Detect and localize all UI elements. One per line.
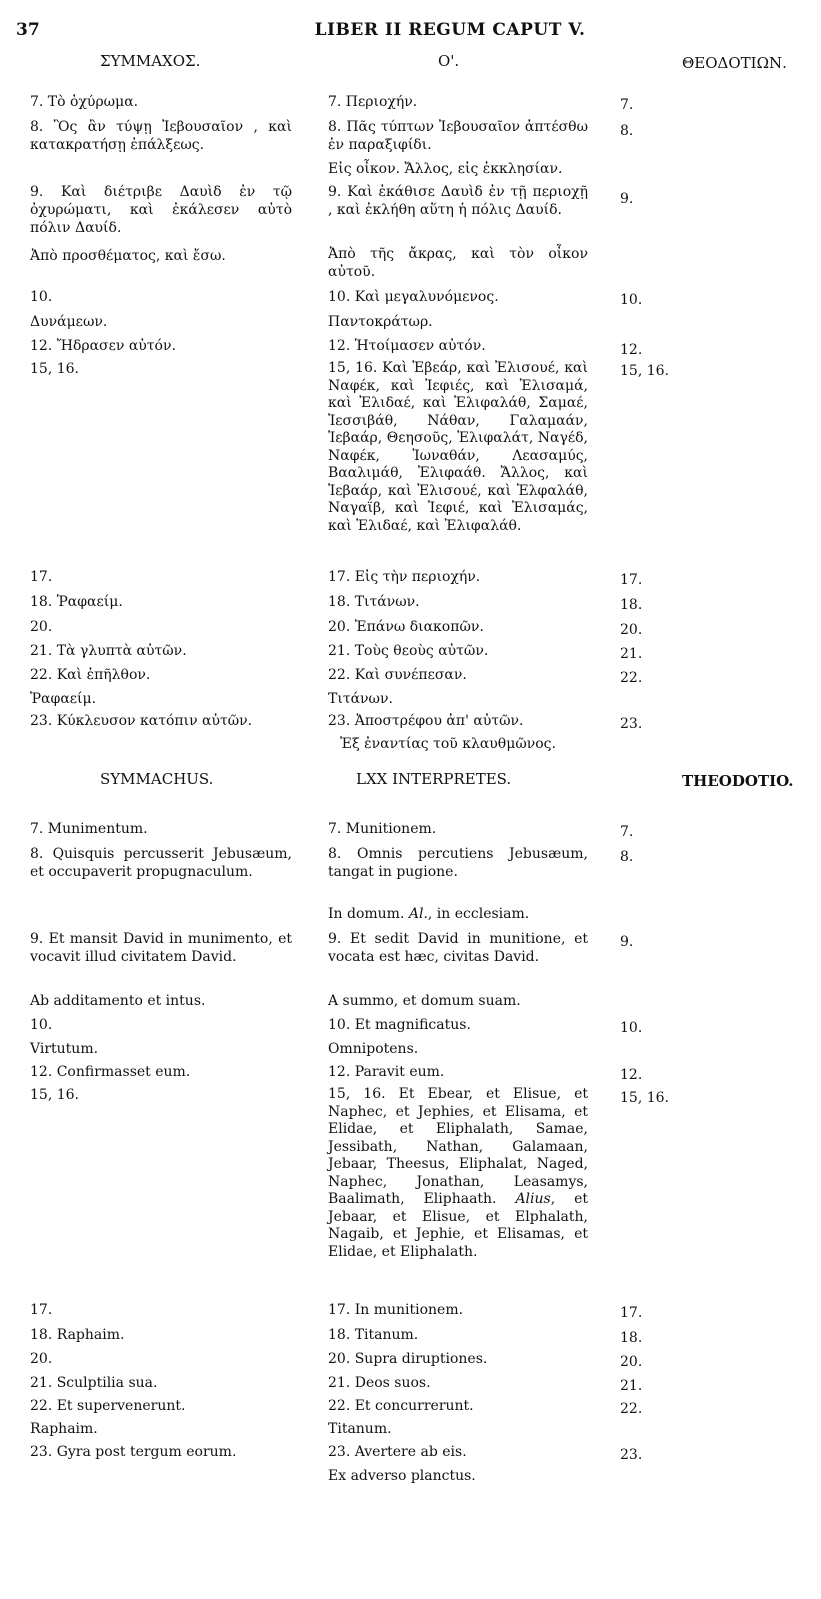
- greek-lxx-entry: 22. Καὶ συνέπεσαν.: [328, 667, 467, 683]
- greek-theo-entry: 18.: [620, 597, 643, 613]
- latin-sym-entry: 20.: [30, 1351, 53, 1367]
- greek-sym-entry: Ῥαφαείμ.: [30, 691, 97, 707]
- greek-lxx-entry: Εἰς οἶκον. Ἄλλος, εἰς ἐκκλησίαν.: [328, 161, 563, 177]
- greek-lxx-entry: 12. Ἡτοίμασεν αὐτόν.: [328, 338, 486, 354]
- greek-lxx-entry: 15, 16. Καὶ Ἐβεάρ, καὶ Ἐλισουέ, καὶ Ναφέκ, καὶ Ἰεφιές, καὶ Ἐλισαμά, καὶ Ἐλιδαέ, καὶ Ἐλιφαλάθ, Σαμαέ, Ἰεσσιβάθ, Νάθαν, Γαλαμαάν, Ἰεβαάρ, Θεησοῦς, Ἐλιφαλάτ, Ναγέδ, Ναφέκ, Ἰωναθάν, Λεασαμύς, Βααλιμάθ, Ἐλιφαάθ. Ἄλλος, καὶ Ἰεβαάρ, καὶ Ἐλισουέ, καὶ Ἐλφαλάθ, Ναγαΐβ, καὶ Ἰεφιέ, καὶ Ἐλισαμάς, καὶ Ἐλιδαέ, καὶ Ἐλιφαλάθ.: [328, 360, 588, 534]
- latin-sym-entry: 9. Et mansit David in munimento, et vocavit illud civitatem David.: [30, 931, 292, 965]
- greek-sym-entry: 9. Καὶ διέτριβε Δαυὶδ ἐν τῷ ὀχυρώματι, καὶ ἐκάλεσεν αὐτὸ πόλιν Δαυίδ.: [30, 184, 292, 236]
- latin-theo-entry: 23.: [620, 1447, 643, 1463]
- latin-theo-entry: 22.: [620, 1401, 643, 1417]
- greek-sym-entry: 23. Κύκλευσον κατόπιν αὐτῶν.: [30, 713, 253, 729]
- latin-sym-entry: 17.: [30, 1302, 53, 1318]
- latin-sym-entry: 18. Raphaim.: [30, 1327, 125, 1343]
- greek-theo-entry: 10.: [620, 292, 643, 308]
- greek-theo-entry: 15, 16.: [620, 363, 669, 379]
- greek-lxx-entry: 9. Καὶ ἐκάθισε Δαυὶδ ἐν τῇ περιοχῇ , καὶ ἐκλήθη αὕτη ἡ πόλις Δαυίδ.: [328, 184, 588, 218]
- greek-theo-entry: 8.: [620, 123, 634, 139]
- latin-lxx-entry: 10. Et magnificatus.: [328, 1017, 471, 1033]
- latin-sym-entry: 7. Munimentum.: [30, 821, 148, 837]
- greek-sym-entry: 17.: [30, 569, 53, 585]
- greek-lxx-entry: 18. Τιτάνων.: [328, 594, 420, 610]
- latin-theo-entry: 8.: [620, 849, 634, 865]
- latin-symmachus-header: SYMMACHUS.: [100, 770, 214, 788]
- greek-lxx-entry: Ἐξ ἐναντίας τοῦ κλαυθμῶνος.: [340, 736, 556, 752]
- latin-lxx-entry: 22. Et concurrerunt.: [328, 1398, 474, 1414]
- latin-theo-entry: 15, 16.: [620, 1090, 669, 1106]
- greek-sym-entry: 10.: [30, 289, 53, 305]
- latin-theo-entry: 17.: [620, 1305, 643, 1321]
- greek-theo-entry: 12.: [620, 342, 643, 358]
- latin-sym-entry: 22. Et supervenerunt.: [30, 1398, 186, 1414]
- latin-lxx-entry: Titanum.: [328, 1421, 392, 1437]
- latin-theo-entry: 20.: [620, 1354, 643, 1370]
- running-head: LIBER II REGUM CAPUT V.: [314, 20, 586, 40]
- latin-lxx-entry: In domum. Al., in ecclesiam.: [328, 906, 530, 922]
- latin-theo-entry: 9.: [620, 934, 634, 950]
- greek-sym-entry: 18. Ῥαφαείμ.: [30, 594, 123, 610]
- greek-sym-entry: 20.: [30, 619, 53, 635]
- latin-sym-entry: 21. Sculptilia sua.: [30, 1375, 158, 1391]
- latin-lxx-entry: 12. Paravit eum.: [328, 1064, 445, 1080]
- latin-lxx-entry: 20. Supra diruptiones.: [328, 1351, 488, 1367]
- greek-theo-entry: 23.: [620, 716, 643, 732]
- greek-lxx-entry: 17. Εἰς τὴν περιοχήν.: [328, 569, 481, 585]
- latin-lxx-entry: Omnipotens.: [328, 1041, 419, 1057]
- greek-lxx-entry: Τιτάνων.: [328, 691, 393, 707]
- latin-theo-entry: 10.: [620, 1020, 643, 1036]
- greek-theo-entry: 20.: [620, 622, 643, 638]
- greek-sym-entry: 12. Ἤδρασεν αὐτόν.: [30, 338, 176, 354]
- greek-lxx-entry: 7. Περιοχήν.: [328, 94, 418, 110]
- latin-theo-entry: 21.: [620, 1378, 643, 1394]
- greek-lxx-entry: 23. Ἀποστρέφου ἀπ' αὐτῶν.: [328, 713, 524, 729]
- greek-lxx-entry: 21. Τοὺς θεοὺς αὐτῶν.: [328, 643, 489, 659]
- latin-lxx-entry: 9. Et sedit David in munitione, et vocata est hæc, civitas David.: [328, 931, 588, 965]
- greek-sym-entry: Ἀπὸ προσθέματος, καὶ ἔσω.: [30, 248, 226, 264]
- greek-theo-entry: 21.: [620, 646, 643, 662]
- greek-lxx-header: Ο'.: [438, 52, 460, 70]
- latin-sym-entry: Ab additamento et intus.: [30, 993, 206, 1009]
- greek-theo-entry: 9.: [620, 191, 634, 207]
- latin-theo-entry: 12.: [620, 1067, 643, 1083]
- greek-theo-entry: 22.: [620, 670, 643, 686]
- greek-lxx-entry: 10. Καὶ μεγαλυνόμενος.: [328, 289, 499, 305]
- greek-lxx-entry: 20. Ἐπάνω διακοπῶν.: [328, 619, 484, 635]
- latin-lxx-entry: 18. Titanum.: [328, 1327, 419, 1343]
- greek-lxx-entry: Ἀπὸ τῆς ἄκρας, καὶ τὸν οἶκον αὐτοῦ.: [328, 246, 588, 280]
- greek-sym-entry: Δυνάμεων.: [30, 314, 108, 330]
- greek-lxx-entry: Παντοκράτωρ.: [328, 314, 433, 330]
- greek-theodotion-header: ΘΕΟΔΟΤΙΩΝ.: [682, 54, 787, 72]
- greek-sym-entry: 7. Τὸ ὀχύρωμα.: [30, 94, 139, 110]
- latin-theodotion-header: THEODOTIO.: [682, 772, 794, 790]
- latin-lxx-entry: Ex adverso planctus.: [328, 1468, 476, 1484]
- greek-sym-entry: 21. Τὰ γλυπτὰ αὐτῶν.: [30, 643, 187, 659]
- greek-sym-entry: 22. Καὶ ἐπῆλθον.: [30, 667, 151, 683]
- latin-sym-entry: 15, 16.: [30, 1087, 79, 1103]
- greek-lxx-entry: 8. Πᾶς τύπτων Ἰεβουσαῖον ἀπτέσθω ἐν παραξιφίδι.: [328, 119, 588, 153]
- latin-lxx-entry: 8. Omnis percutiens Jebusæum, tangat in pugione.: [328, 846, 588, 880]
- greek-sym-entry: 15, 16.: [30, 361, 79, 377]
- latin-lxx-entry: 15, 16. Et Ebear, et Elisue, et Naphec, et Jephies, et Elisama, et Elidae, et Eliphalath, Samae, Jessibath, Nathan, Galamaan, Jebaar, Theesus, Eliphalat, Naged, Naphec, Jonathan, Leasamys, Baalimath, Eliphaath. Alius, et Jebaar, et Elisue, et Elphalath, Nagaib, et Jephie, et Elisamas, et Elidae, et Eliphalath.: [328, 1086, 588, 1260]
- greek-theo-entry: 7.: [620, 97, 634, 113]
- latin-lxx-entry: A summo, et domum suam.: [328, 993, 521, 1009]
- latin-lxx-entry: 7. Munitionem.: [328, 821, 437, 837]
- latin-sym-entry: Raphaim.: [30, 1421, 98, 1437]
- latin-lxx-entry: 21. Deos suos.: [328, 1375, 431, 1391]
- latin-sym-entry: Virtutum.: [30, 1041, 99, 1057]
- latin-sym-entry: 8. Quisquis percusserit Jebusæum, et occupaverit propugnaculum.: [30, 846, 292, 880]
- latin-lxx-entry: 23. Avertere ab eis.: [328, 1444, 467, 1460]
- page-number: 37: [16, 20, 40, 40]
- greek-symmachus-header: ΣΥΜΜΑΧΟΣ.: [100, 52, 201, 70]
- latin-sym-entry: 10.: [30, 1017, 53, 1033]
- greek-sym-entry: 8. Ὃς ἂν τύψῃ Ἰεβουσαῖον , καὶ κατακρατήσῃ ἐπάλξεως.: [30, 119, 292, 153]
- latin-sym-entry: 12. Confirmasset eum.: [30, 1064, 191, 1080]
- greek-theo-entry: 17.: [620, 572, 643, 588]
- latin-lxx-entry: 17. In munitionem.: [328, 1302, 464, 1318]
- latin-theo-entry: 7.: [620, 824, 634, 840]
- latin-sym-entry: 23. Gyra post tergum eorum.: [30, 1444, 237, 1460]
- latin-theo-entry: 18.: [620, 1330, 643, 1346]
- latin-lxx-header: LXX INTERPRETES.: [356, 770, 512, 788]
